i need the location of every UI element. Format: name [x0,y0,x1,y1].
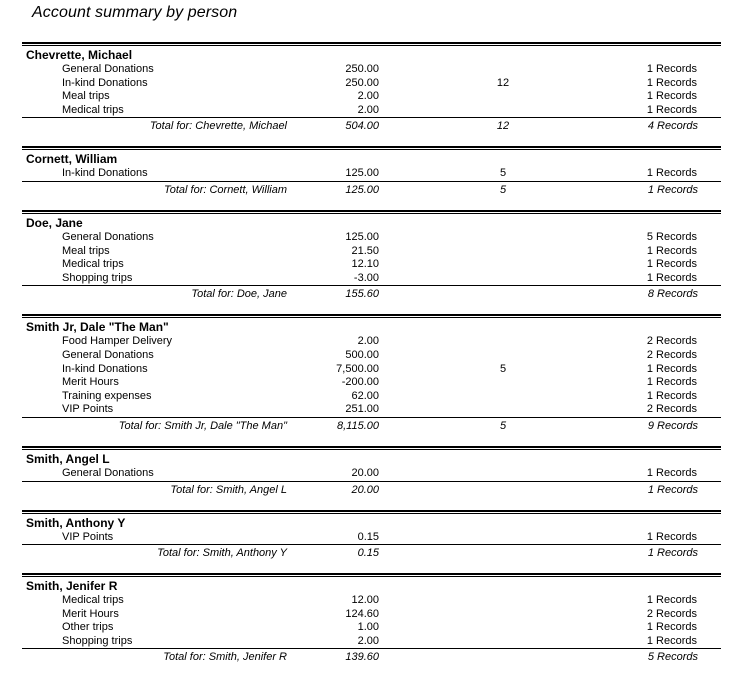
detail-row [0,335,742,349]
amount-value: 250.00 [345,76,379,89]
detail-rows [0,231,742,285]
total-amount: 0.15 [357,547,379,560]
report-title: Account summary by person [32,4,238,21]
category-label: Shopping trips [62,634,133,647]
total-amount: 8,115.00 [336,419,379,432]
detail-row [0,376,742,390]
total-count: 5 [499,419,507,432]
double-rule-divider [22,446,721,450]
person-group [0,573,742,677]
records-value: 1 Records [646,167,697,180]
category-label: Other trips [62,621,114,634]
records-value: 5 Records [646,230,697,243]
detail-row [0,608,742,622]
records-value: 2 Records [646,403,697,416]
amount-value: 2.00 [357,90,379,103]
category-label: Meal trips [62,244,110,257]
detail-row [0,167,742,181]
person-group [0,42,742,146]
detail-rows [0,63,742,117]
detail-row [0,349,742,363]
category-label: Medical trips [62,594,124,607]
total-count: 12 [496,120,510,133]
category-label: General Donations [62,348,154,361]
category-label: VIP Points [62,530,114,543]
detail-rows [0,531,742,545]
amount-value: 1.00 [357,621,379,634]
detail-rows [0,167,742,181]
category-label: Food Hamper Delivery [62,335,173,348]
total-amount: 125.00 [345,183,379,196]
detail-row [0,104,742,118]
category-label: VIP Points [62,403,114,416]
category-label: Meal trips [62,90,110,103]
category-label: Training expenses [62,389,152,402]
amount-value: 62.00 [351,389,379,402]
total-amount: 504.00 [345,120,379,133]
amount-value: 125.00 [345,230,379,243]
records-value: 1 Records [646,530,697,543]
records-value: 1 Records [646,244,697,257]
person-name: Smith, Anthony Y [26,515,126,530]
total-records: 5 Records [647,651,698,664]
group-total-row [0,649,742,666]
records-value: 2 Records [646,348,697,361]
amount-value: 12.00 [351,594,379,607]
category-label: General Donations [62,466,154,479]
detail-rows [0,594,742,648]
person-name: Smith Jr, Dale "The Man" [26,320,169,335]
double-rule-divider [22,510,721,514]
total-label: Total for: Doe, Jane [191,288,287,301]
category-label: Medical trips [62,103,124,116]
group-spacer [0,499,742,510]
group-spacer [0,199,742,210]
records-value: 1 Records [646,362,697,375]
detail-row [0,531,742,545]
amount-value: 20.00 [351,466,379,479]
double-rule-divider [22,42,721,46]
detail-row [0,77,742,91]
group-total-row [0,182,742,199]
category-label: Medical trips [62,258,124,271]
detail-row [0,594,742,608]
total-label: Total for: Smith, Anthony Y [157,547,287,560]
group-spacer [0,303,742,314]
report-body [0,42,742,677]
person-group [0,314,742,446]
detail-row [0,467,742,481]
records-value: 1 Records [646,376,697,389]
total-count: 5 [499,183,507,196]
records-value: 1 Records [646,621,697,634]
records-value: 1 Records [646,76,697,89]
detail-row [0,390,742,404]
total-label: Total for: Smith Jr, Dale "The Man" [118,419,287,432]
records-value: 2 Records [646,335,697,348]
person-name: Doe, Jane [26,215,83,230]
group-total-row [0,482,742,499]
group-total-row [0,286,742,303]
detail-row [0,363,742,377]
category-label: In-kind Donations [62,167,148,180]
person-name: Smith, Angel L [26,451,110,466]
person-group [0,146,742,210]
records-value: 1 Records [646,389,697,402]
detail-row [0,90,742,104]
group-spacer [0,562,742,573]
amount-value: 250.00 [345,63,379,75]
category-label: Merit Hours [62,376,119,389]
detail-rows [0,335,742,417]
records-value: 2 Records [646,607,697,620]
records-value: 1 Records [646,90,697,103]
detail-row [0,245,742,259]
category-label: General Donations [62,230,154,243]
detail-row [0,63,742,77]
amount-value: 2.00 [357,335,379,348]
double-rule-divider [22,314,721,318]
records-value: 1 Records [646,103,697,116]
total-label: Total for: Smith, Angel L [170,483,287,496]
total-records: 8 Records [647,288,698,301]
total-label: Total for: Chevrette, Michael [149,120,287,133]
group-spacer [0,135,742,146]
total-records: 1 Records [647,483,698,496]
records-value: 1 Records [646,634,697,647]
total-records: 4 Records [647,120,698,133]
count-value: 5 [499,167,507,180]
person-group [0,510,742,574]
category-label: General Donations [62,63,154,75]
amount-value: 0.15 [357,530,379,543]
amount-value: 2.00 [357,103,379,116]
records-value: 1 Records [646,594,697,607]
group-total-row [0,418,742,435]
detail-row [0,621,742,635]
person-name: Chevrette, Michael [26,48,133,62]
group-spacer [0,435,742,446]
detail-row [0,403,742,417]
person-group [0,210,742,314]
category-label: Shopping trips [62,271,133,284]
total-amount: 139.60 [345,651,379,664]
total-records: 1 Records [647,183,698,196]
person-group [0,446,742,510]
amount-value: -3.00 [353,271,379,284]
records-value: 1 Records [646,63,697,75]
total-label: Total for: Cornett, William [164,183,287,196]
amount-value: 2.00 [357,634,379,647]
detail-row [0,258,742,272]
category-label: Merit Hours [62,607,119,620]
detail-row [0,231,742,245]
detail-row [0,272,742,286]
count-value: 12 [496,76,510,89]
category-label: In-kind Donations [62,76,148,89]
amount-value: 125.00 [345,167,379,180]
double-rule-divider [22,210,721,214]
amount-value: 12.10 [351,258,379,271]
total-records: 1 Records [647,547,698,560]
detail-rows [0,467,742,481]
count-value: 5 [499,362,507,375]
amount-value: 500.00 [345,348,379,361]
amount-value: 251.00 [345,403,379,416]
total-amount: 155.60 [345,288,379,301]
amount-value: 21.50 [351,244,379,257]
records-value: 1 Records [646,271,697,284]
total-records: 9 Records [647,419,698,432]
group-spacer [0,666,742,677]
group-total-row [0,545,742,562]
amount-value: 124.60 [345,607,379,620]
total-label: Total for: Smith, Jenifer R [163,651,287,664]
detail-row [0,635,742,649]
category-label: In-kind Donations [62,362,148,375]
records-value: 1 Records [646,258,697,271]
group-total-row [0,118,742,135]
amount-value: 7,500.00 [336,362,379,375]
person-name: Smith, Jenifer R [26,579,118,594]
total-amount: 20.00 [351,483,379,496]
double-rule-divider [22,573,721,577]
person-name: Cornett, William [26,152,118,167]
records-value: 1 Records [646,466,697,479]
double-rule-divider [22,146,721,150]
amount-value: -200.00 [341,376,379,389]
